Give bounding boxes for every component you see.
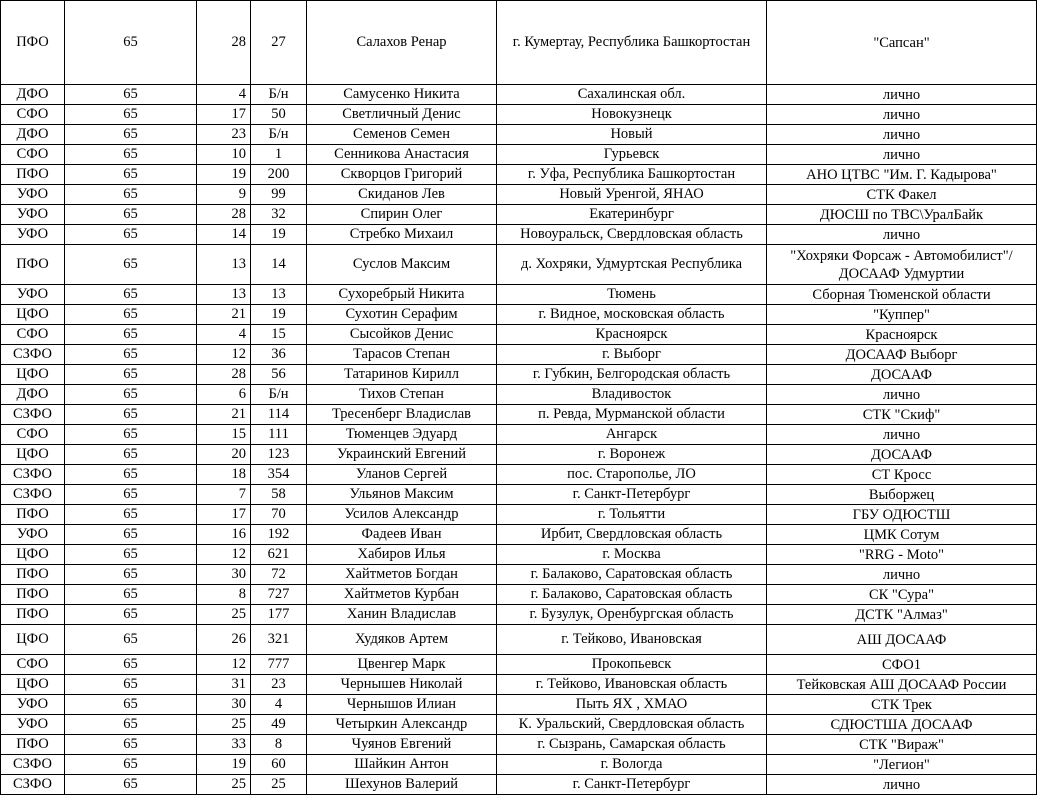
- team-cell: СТК Факел: [767, 185, 1037, 205]
- team-cell: "Сапсан": [767, 1, 1037, 85]
- class-cell: 65: [65, 205, 197, 225]
- results-table-body: [1, 1, 1037, 795]
- table-row: [1, 365, 1037, 385]
- district-cell: ЦФО: [1, 545, 65, 565]
- city-cell: Ангарск: [497, 425, 767, 445]
- position-cell: 6: [197, 385, 251, 405]
- class-cell: 65: [65, 675, 197, 695]
- number-cell: 25: [251, 775, 307, 795]
- name-cell: Суслов Максим: [307, 245, 497, 285]
- name-cell: Хайтметов Курбан: [307, 585, 497, 605]
- district-cell: УФО: [1, 715, 65, 735]
- district-cell: СЗФО: [1, 485, 65, 505]
- number-cell: 727: [251, 585, 307, 605]
- team-cell: ГБУ ОДЮСТШ: [767, 505, 1037, 525]
- team-cell: лично: [767, 775, 1037, 795]
- class-cell: 65: [65, 695, 197, 715]
- class-cell: 65: [65, 145, 197, 165]
- name-cell: Уланов Сергей: [307, 465, 497, 485]
- class-cell: 65: [65, 285, 197, 305]
- table-row: [1, 755, 1037, 775]
- city-cell: Прокопьевск: [497, 655, 767, 675]
- number-cell: 200: [251, 165, 307, 185]
- name-cell: Стребко Михаил: [307, 225, 497, 245]
- city-cell: пос. Старополье, ЛО: [497, 465, 767, 485]
- city-cell: г. Тольятти: [497, 505, 767, 525]
- city-cell: Екатеринбург: [497, 205, 767, 225]
- district-cell: СФО: [1, 655, 65, 675]
- team-cell: Тейковская АШ ДОСААФ России: [767, 675, 1037, 695]
- district-cell: УФО: [1, 225, 65, 245]
- name-cell: Шайкин Антон: [307, 755, 497, 775]
- name-cell: Четыркин Александр: [307, 715, 497, 735]
- city-cell: Сахалинская обл.: [497, 85, 767, 105]
- class-cell: 65: [65, 305, 197, 325]
- team-cell: лично: [767, 105, 1037, 125]
- number-cell: 8: [251, 735, 307, 755]
- district-cell: ПФО: [1, 505, 65, 525]
- district-cell: СФО: [1, 425, 65, 445]
- position-cell: 25: [197, 775, 251, 795]
- team-cell: лично: [767, 85, 1037, 105]
- team-cell: ЦМК Сотум: [767, 525, 1037, 545]
- number-cell: 123: [251, 445, 307, 465]
- team-cell: Выборжец: [767, 485, 1037, 505]
- class-cell: 65: [65, 85, 197, 105]
- position-cell: 4: [197, 85, 251, 105]
- number-cell: 19: [251, 225, 307, 245]
- team-cell: лично: [767, 565, 1037, 585]
- city-cell: г. Сызрань, Самарская область: [497, 735, 767, 755]
- position-cell: 28: [197, 1, 251, 85]
- number-cell: 72: [251, 565, 307, 585]
- position-cell: 30: [197, 565, 251, 585]
- district-cell: ПФО: [1, 1, 65, 85]
- number-cell: 111: [251, 425, 307, 445]
- number-cell: 49: [251, 715, 307, 735]
- table-row: [1, 85, 1037, 105]
- class-cell: 65: [65, 325, 197, 345]
- district-cell: ПФО: [1, 605, 65, 625]
- position-cell: 30: [197, 695, 251, 715]
- position-cell: 8: [197, 585, 251, 605]
- class-cell: 65: [65, 365, 197, 385]
- team-cell: СТК Трек: [767, 695, 1037, 715]
- name-cell: Хабиров Илья: [307, 545, 497, 565]
- name-cell: Семенов Семен: [307, 125, 497, 145]
- district-cell: ПФО: [1, 585, 65, 605]
- table-row: [1, 385, 1037, 405]
- city-cell: д. Хохряки, Удмуртская Республика: [497, 245, 767, 285]
- team-cell: лично: [767, 225, 1037, 245]
- number-cell: 99: [251, 185, 307, 205]
- table-row: [1, 585, 1037, 605]
- name-cell: Спирин Олег: [307, 205, 497, 225]
- position-cell: 17: [197, 505, 251, 525]
- name-cell: Татаринов Кирилл: [307, 365, 497, 385]
- position-cell: 26: [197, 625, 251, 655]
- position-cell: 15: [197, 425, 251, 445]
- city-cell: г. Губкин, Белгородская область: [497, 365, 767, 385]
- team-cell: СТ Кросс: [767, 465, 1037, 485]
- district-cell: ЦФО: [1, 675, 65, 695]
- city-cell: п. Ревда, Мурманской области: [497, 405, 767, 425]
- position-cell: 12: [197, 545, 251, 565]
- team-cell: ДСТК "Алмаз": [767, 605, 1037, 625]
- city-cell: Новокузнецк: [497, 105, 767, 125]
- number-cell: 15: [251, 325, 307, 345]
- number-cell: 19: [251, 305, 307, 325]
- table-row: [1, 505, 1037, 525]
- name-cell: Украинский Евгений: [307, 445, 497, 465]
- number-cell: 56: [251, 365, 307, 385]
- name-cell: Худяков Артем: [307, 625, 497, 655]
- district-cell: ПФО: [1, 245, 65, 285]
- team-cell: "Хохряки Форсаж - Автомобилист"/ ДОСААФ Удмуртии: [767, 245, 1037, 285]
- name-cell: Самусенко Никита: [307, 85, 497, 105]
- name-cell: Тихов Степан: [307, 385, 497, 405]
- district-cell: УФО: [1, 285, 65, 305]
- name-cell: Чернышев Николай: [307, 675, 497, 695]
- class-cell: 65: [65, 585, 197, 605]
- team-cell: ДОСААФ Выборг: [767, 345, 1037, 365]
- city-cell: г. Выборг: [497, 345, 767, 365]
- class-cell: 65: [65, 1, 197, 85]
- district-cell: ДФО: [1, 385, 65, 405]
- table-row: [1, 715, 1037, 735]
- class-cell: 65: [65, 245, 197, 285]
- team-cell: Красноярск: [767, 325, 1037, 345]
- number-cell: 27: [251, 1, 307, 85]
- class-cell: 65: [65, 165, 197, 185]
- class-cell: 65: [65, 715, 197, 735]
- class-cell: 65: [65, 775, 197, 795]
- table-row: [1, 285, 1037, 305]
- city-cell: Владивосток: [497, 385, 767, 405]
- number-cell: Б/н: [251, 385, 307, 405]
- district-cell: ПФО: [1, 165, 65, 185]
- class-cell: 65: [65, 125, 197, 145]
- table-row: [1, 325, 1037, 345]
- number-cell: 14: [251, 245, 307, 285]
- class-cell: 65: [65, 565, 197, 585]
- city-cell: Гурьевск: [497, 145, 767, 165]
- city-cell: Пыть ЯХ , ХМАО: [497, 695, 767, 715]
- table-row: [1, 405, 1037, 425]
- team-cell: СДЮСТША ДОСААФ: [767, 715, 1037, 735]
- name-cell: Хайтметов Богдан: [307, 565, 497, 585]
- district-cell: ДФО: [1, 125, 65, 145]
- number-cell: 321: [251, 625, 307, 655]
- district-cell: ЦФО: [1, 445, 65, 465]
- name-cell: Скворцов Григорий: [307, 165, 497, 185]
- team-cell: лично: [767, 145, 1037, 165]
- position-cell: 20: [197, 445, 251, 465]
- name-cell: Тресенберг Владислав: [307, 405, 497, 425]
- city-cell: Тюмень: [497, 285, 767, 305]
- class-cell: 65: [65, 185, 197, 205]
- team-cell: лично: [767, 125, 1037, 145]
- table-row: [1, 605, 1037, 625]
- team-cell: лично: [767, 425, 1037, 445]
- city-cell: г. Балаково, Саратовская область: [497, 565, 767, 585]
- district-cell: ЦФО: [1, 365, 65, 385]
- table-row: [1, 205, 1037, 225]
- position-cell: 4: [197, 325, 251, 345]
- class-cell: 65: [65, 625, 197, 655]
- class-cell: 65: [65, 225, 197, 245]
- table-row: [1, 445, 1037, 465]
- name-cell: Сысойков Денис: [307, 325, 497, 345]
- city-cell: г. Бузулук, Оренбургская область: [497, 605, 767, 625]
- number-cell: 32: [251, 205, 307, 225]
- name-cell: Ханин Владислав: [307, 605, 497, 625]
- team-cell: лично: [767, 385, 1037, 405]
- district-cell: ЦФО: [1, 625, 65, 655]
- city-cell: Красноярск: [497, 325, 767, 345]
- table-row: [1, 125, 1037, 145]
- position-cell: 25: [197, 715, 251, 735]
- team-cell: СФО1: [767, 655, 1037, 675]
- name-cell: Сенникова Анастасия: [307, 145, 497, 165]
- name-cell: Фадеев Иван: [307, 525, 497, 545]
- position-cell: 17: [197, 105, 251, 125]
- position-cell: 7: [197, 485, 251, 505]
- number-cell: 23: [251, 675, 307, 695]
- class-cell: 65: [65, 525, 197, 545]
- position-cell: 10: [197, 145, 251, 165]
- district-cell: ПФО: [1, 735, 65, 755]
- class-cell: 65: [65, 735, 197, 755]
- table-row: [1, 545, 1037, 565]
- position-cell: 19: [197, 165, 251, 185]
- position-cell: 28: [197, 365, 251, 385]
- class-cell: 65: [65, 445, 197, 465]
- class-cell: 65: [65, 605, 197, 625]
- district-cell: СЗФО: [1, 405, 65, 425]
- position-cell: 21: [197, 305, 251, 325]
- position-cell: 21: [197, 405, 251, 425]
- table-row: [1, 105, 1037, 125]
- city-cell: Новый: [497, 125, 767, 145]
- district-cell: СФО: [1, 105, 65, 125]
- district-cell: СЗФО: [1, 775, 65, 795]
- table-row: [1, 1, 1037, 85]
- position-cell: 33: [197, 735, 251, 755]
- team-cell: АШ ДОСААФ: [767, 625, 1037, 655]
- team-cell: ДОСААФ: [767, 445, 1037, 465]
- team-cell: ДЮСШ по ТВС\УралБайк: [767, 205, 1037, 225]
- number-cell: 70: [251, 505, 307, 525]
- table-row: [1, 675, 1037, 695]
- district-cell: УФО: [1, 185, 65, 205]
- city-cell: Новый Уренгой, ЯНАО: [497, 185, 767, 205]
- team-cell: ДОСААФ: [767, 365, 1037, 385]
- number-cell: 192: [251, 525, 307, 545]
- city-cell: г. Воронеж: [497, 445, 767, 465]
- position-cell: 13: [197, 285, 251, 305]
- city-cell: г. Кумертау, Республика Башкортостан: [497, 1, 767, 85]
- class-cell: 65: [65, 385, 197, 405]
- table-row: [1, 775, 1037, 795]
- class-cell: 65: [65, 405, 197, 425]
- city-cell: Новоуральск, Свердловская область: [497, 225, 767, 245]
- position-cell: 13: [197, 245, 251, 285]
- class-cell: 65: [65, 425, 197, 445]
- team-cell: СК "Сура": [767, 585, 1037, 605]
- name-cell: Салахов Ренар: [307, 1, 497, 85]
- district-cell: СФО: [1, 325, 65, 345]
- city-cell: г. Видное, московская область: [497, 305, 767, 325]
- number-cell: 114: [251, 405, 307, 425]
- number-cell: 1: [251, 145, 307, 165]
- class-cell: 65: [65, 755, 197, 775]
- city-cell: г. Санкт-Петербург: [497, 775, 767, 795]
- team-cell: "RRG - Moto": [767, 545, 1037, 565]
- position-cell: 28: [197, 205, 251, 225]
- position-cell: 31: [197, 675, 251, 695]
- name-cell: Сухотин Серафим: [307, 305, 497, 325]
- class-cell: 65: [65, 465, 197, 485]
- table-row: [1, 735, 1037, 755]
- table-row: [1, 655, 1037, 675]
- team-cell: АНО ЦТВС "Им. Г. Кадырова": [767, 165, 1037, 185]
- table-row: [1, 185, 1037, 205]
- team-cell: Сборная Тюменской области: [767, 285, 1037, 305]
- position-cell: 25: [197, 605, 251, 625]
- name-cell: Чернышов Илиан: [307, 695, 497, 715]
- class-cell: 65: [65, 655, 197, 675]
- class-cell: 65: [65, 485, 197, 505]
- district-cell: СФО: [1, 145, 65, 165]
- table-row: [1, 305, 1037, 325]
- number-cell: 621: [251, 545, 307, 565]
- team-cell: "Легион": [767, 755, 1037, 775]
- position-cell: 18: [197, 465, 251, 485]
- city-cell: г. Санкт-Петербург: [497, 485, 767, 505]
- city-cell: г. Тейково, Ивановская область: [497, 675, 767, 695]
- city-cell: К. Уральский, Свердловская область: [497, 715, 767, 735]
- number-cell: 36: [251, 345, 307, 365]
- district-cell: УФО: [1, 695, 65, 715]
- name-cell: Скиданов Лев: [307, 185, 497, 205]
- position-cell: 12: [197, 345, 251, 365]
- district-cell: ПФО: [1, 565, 65, 585]
- district-cell: УФО: [1, 205, 65, 225]
- position-cell: 23: [197, 125, 251, 145]
- number-cell: 354: [251, 465, 307, 485]
- district-cell: ДФО: [1, 85, 65, 105]
- number-cell: 4: [251, 695, 307, 715]
- table-row: [1, 345, 1037, 365]
- name-cell: Ульянов Максим: [307, 485, 497, 505]
- class-cell: 65: [65, 345, 197, 365]
- table-row: [1, 145, 1037, 165]
- class-cell: 65: [65, 545, 197, 565]
- table-row: [1, 525, 1037, 545]
- name-cell: Чуянов Евгений: [307, 735, 497, 755]
- class-cell: 65: [65, 105, 197, 125]
- city-cell: г. Москва: [497, 545, 767, 565]
- number-cell: 177: [251, 605, 307, 625]
- position-cell: 12: [197, 655, 251, 675]
- city-cell: г. Тейково, Ивановская: [497, 625, 767, 655]
- city-cell: Ирбит, Свердловская область: [497, 525, 767, 545]
- district-cell: УФО: [1, 525, 65, 545]
- table-row: [1, 245, 1037, 285]
- team-cell: "Куппер": [767, 305, 1037, 325]
- name-cell: Усилов Александр: [307, 505, 497, 525]
- team-cell: СТК "Вираж": [767, 735, 1037, 755]
- name-cell: Цвенгер Марк: [307, 655, 497, 675]
- number-cell: Б/н: [251, 85, 307, 105]
- number-cell: 13: [251, 285, 307, 305]
- number-cell: 58: [251, 485, 307, 505]
- name-cell: Сухоребрый Никита: [307, 285, 497, 305]
- position-cell: 14: [197, 225, 251, 245]
- district-cell: СЗФО: [1, 755, 65, 775]
- name-cell: Тюменцев Эдуард: [307, 425, 497, 445]
- class-cell: 65: [65, 505, 197, 525]
- table-row: [1, 425, 1037, 445]
- table-row: [1, 225, 1037, 245]
- table-row: [1, 625, 1037, 655]
- name-cell: Тарасов Степан: [307, 345, 497, 365]
- district-cell: СЗФО: [1, 465, 65, 485]
- table-row: [1, 565, 1037, 585]
- number-cell: 777: [251, 655, 307, 675]
- position-cell: 16: [197, 525, 251, 545]
- number-cell: 60: [251, 755, 307, 775]
- table-row: [1, 465, 1037, 485]
- team-cell: СТК "Скиф": [767, 405, 1037, 425]
- name-cell: Шехунов Валерий: [307, 775, 497, 795]
- district-cell: СЗФО: [1, 345, 65, 365]
- city-cell: г. Вологда: [497, 755, 767, 775]
- district-cell: ЦФО: [1, 305, 65, 325]
- number-cell: 50: [251, 105, 307, 125]
- position-cell: 9: [197, 185, 251, 205]
- table-row: [1, 485, 1037, 505]
- city-cell: г. Уфа, Республика Башкортостан: [497, 165, 767, 185]
- table-row: [1, 165, 1037, 185]
- name-cell: Светличный Денис: [307, 105, 497, 125]
- city-cell: г. Балаково, Саратовская область: [497, 585, 767, 605]
- number-cell: Б/н: [251, 125, 307, 145]
- position-cell: 19: [197, 755, 251, 775]
- table-row: [1, 695, 1037, 715]
